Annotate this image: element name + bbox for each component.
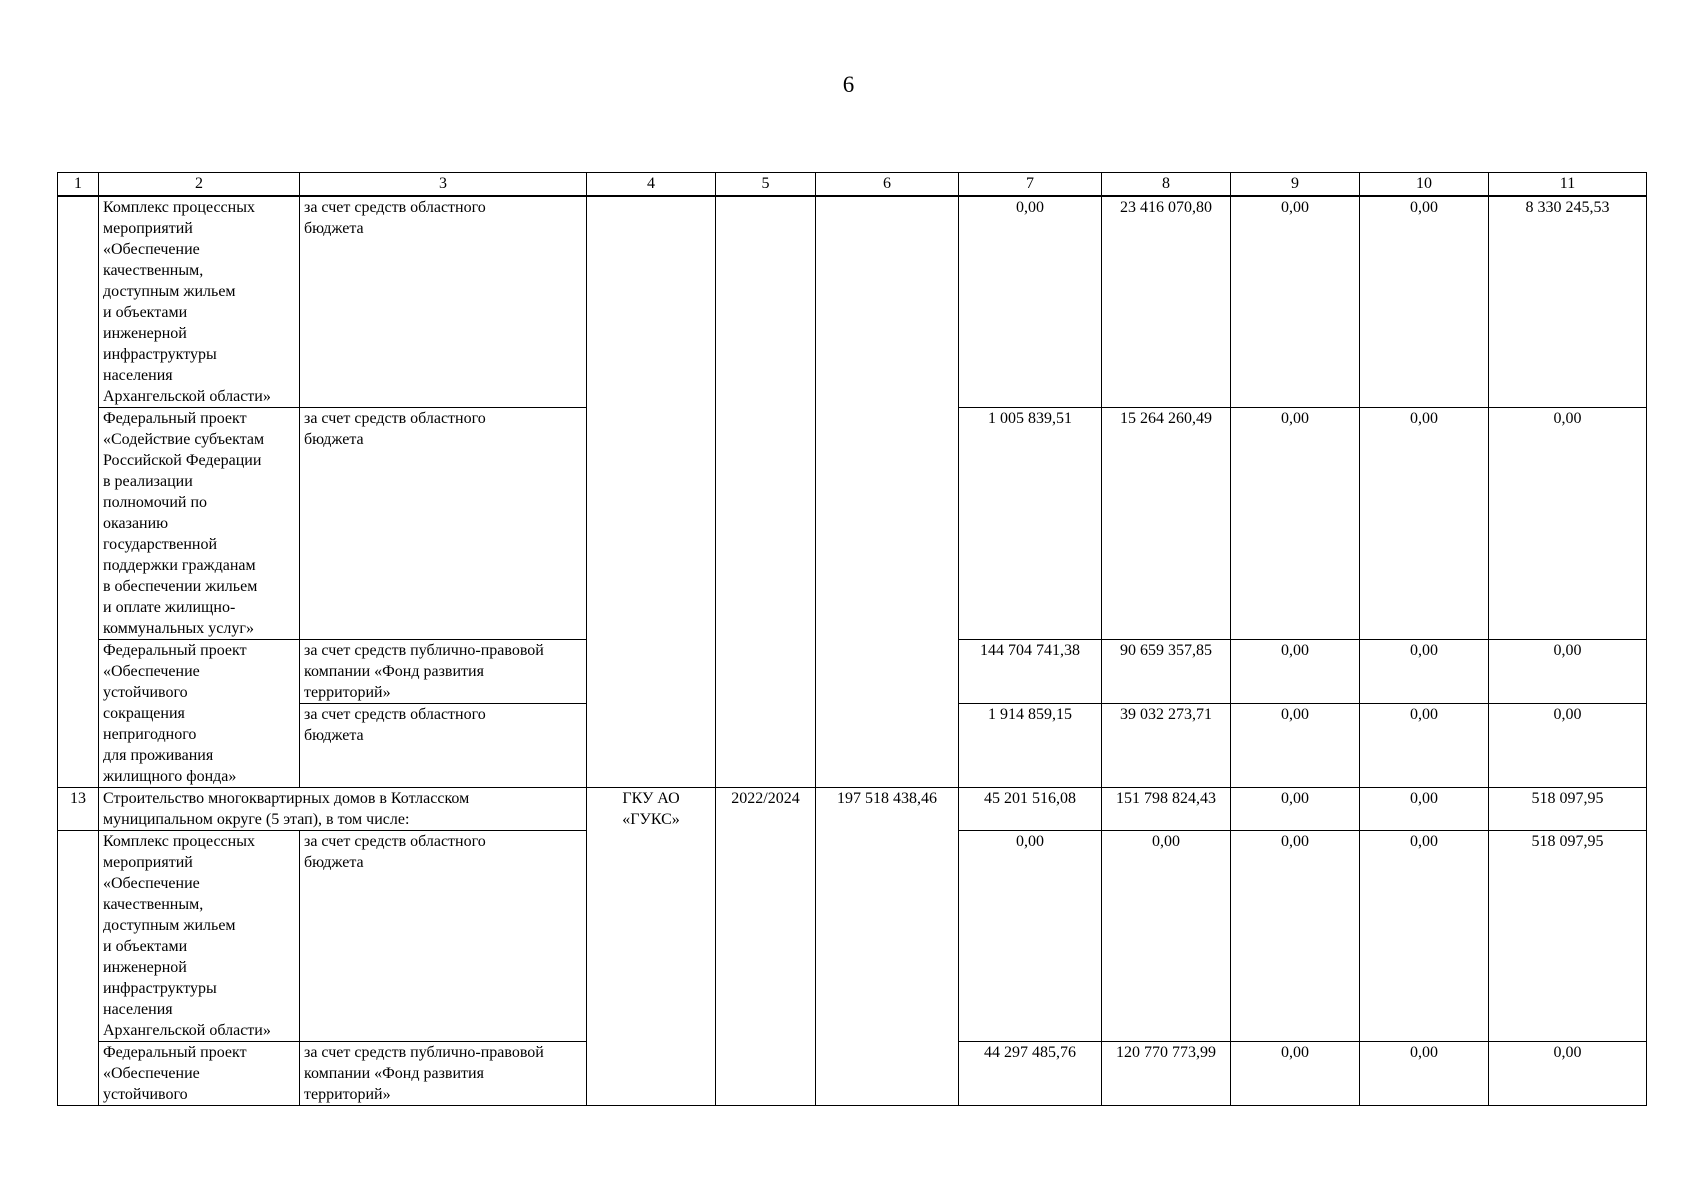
value-col11: 0,00 <box>1489 704 1647 788</box>
value-col7: 1 914 859,15 <box>959 704 1102 788</box>
value-col8: 90 659 357,85 <box>1102 640 1231 704</box>
value-col7: 1 005 839,51 <box>959 408 1102 640</box>
value-col10: 0,00 <box>1360 196 1489 408</box>
value-col8: 151 798 824,43 <box>1102 788 1231 831</box>
funding-source-cell: за счет средств публично-правовой компании «Фонд развития территорий» <box>300 1042 587 1106</box>
value-col9: 0,00 <box>1231 408 1360 640</box>
budget-table <box>57 172 1647 1106</box>
value-col10: 0,00 <box>1360 408 1489 640</box>
row-number-cell <box>58 831 99 1106</box>
value-col9: 0,00 <box>1231 1042 1360 1106</box>
value-col8: 39 032 273,71 <box>1102 704 1231 788</box>
value-col7: 44 297 485,76 <box>959 1042 1102 1106</box>
program-name-cell: Федеральный проект «Содействие субъектам Российской Федерации в реализации полномочий по оказанию государственной поддержки гражданам в обеспечении жильем и оплате жилищно- коммунальных услуг» <box>99 408 300 640</box>
period-cell: 2022/2024 <box>716 788 816 1106</box>
total-cost-cell <box>816 196 959 788</box>
value-col9: 0,00 <box>1231 196 1360 408</box>
value-col10: 0,00 <box>1360 831 1489 1042</box>
column-number-row <box>58 173 1647 197</box>
column-header: 11 <box>1489 173 1647 197</box>
total-cost-cell: 197 518 438,46 <box>816 788 959 1106</box>
value-col9: 0,00 <box>1231 704 1360 788</box>
value-col10: 0,00 <box>1360 704 1489 788</box>
program-name-cell: Комплекс процессных мероприятий «Обеспечение качественным, доступным жильем и объектами инженерной инфраструктуры населения Архангельской области» <box>99 831 300 1042</box>
executor-cell: ГКУ АО «ГУКС» <box>587 788 716 1106</box>
value-col7: 0,00 <box>959 196 1102 408</box>
column-header: 5 <box>716 173 816 197</box>
value-col11: 8 330 245,53 <box>1489 196 1647 408</box>
value-col9: 0,00 <box>1231 640 1360 704</box>
column-header: 10 <box>1360 173 1489 197</box>
value-col9: 0,00 <box>1231 831 1360 1042</box>
column-header: 4 <box>587 173 716 197</box>
program-name-cell: Федеральный проект «Обеспечение устойчивого сокращения непригодного для проживания жилищного фонда» <box>99 640 300 788</box>
value-col10: 0,00 <box>1360 1042 1489 1106</box>
value-col11: 518 097,95 <box>1489 831 1647 1042</box>
period-cell <box>716 196 816 788</box>
program-name-cell: Комплекс процессных мероприятий «Обеспечение качественным, доступным жильем и объектами инженерной инфраструктуры населения Архангельской области» <box>99 196 300 408</box>
column-header: 9 <box>1231 173 1360 197</box>
value-col11: 0,00 <box>1489 640 1647 704</box>
value-col8: 15 264 260,49 <box>1102 408 1231 640</box>
value-col9: 0,00 <box>1231 788 1360 831</box>
funding-source-cell: за счет средств областного бюджета <box>300 704 587 788</box>
executor-cell <box>587 196 716 788</box>
row-number-cell <box>58 196 99 788</box>
value-col10: 0,00 <box>1360 640 1489 704</box>
value-col7: 144 704 741,38 <box>959 640 1102 704</box>
value-col8: 120 770 773,99 <box>1102 1042 1231 1106</box>
column-header: 3 <box>300 173 587 197</box>
page-number: 6 <box>842 72 855 97</box>
funding-source-cell: за счет средств областного бюджета <box>300 196 587 408</box>
column-header: 1 <box>58 173 99 197</box>
program-name-cell: Федеральный проект «Обеспечение устойчивого <box>99 1042 300 1106</box>
value-col8: 0,00 <box>1102 831 1231 1042</box>
value-col11: 0,00 <box>1489 1042 1647 1106</box>
column-header: 2 <box>99 173 300 197</box>
column-header: 8 <box>1102 173 1231 197</box>
value-col7: 0,00 <box>959 831 1102 1042</box>
table-row <box>58 196 1647 408</box>
funding-source-cell: за счет средств областного бюджета <box>300 831 587 1042</box>
value-col11: 0,00 <box>1489 408 1647 640</box>
value-col10: 0,00 <box>1360 788 1489 831</box>
value-col8: 23 416 070,80 <box>1102 196 1231 408</box>
project-name-cell: Строительство многоквартирных домов в Котласском муниципальном округе (5 этап), в том числе: <box>99 788 587 831</box>
column-header: 6 <box>816 173 959 197</box>
row-number-cell: 13 <box>58 788 99 831</box>
column-header: 7 <box>959 173 1102 197</box>
table-row <box>58 788 1647 831</box>
value-col11: 518 097,95 <box>1489 788 1647 831</box>
value-col7: 45 201 516,08 <box>959 788 1102 831</box>
funding-source-cell: за счет средств областного бюджета <box>300 408 587 640</box>
funding-source-cell: за счет средств публично-правовой компании «Фонд развития территорий» <box>300 640 587 704</box>
